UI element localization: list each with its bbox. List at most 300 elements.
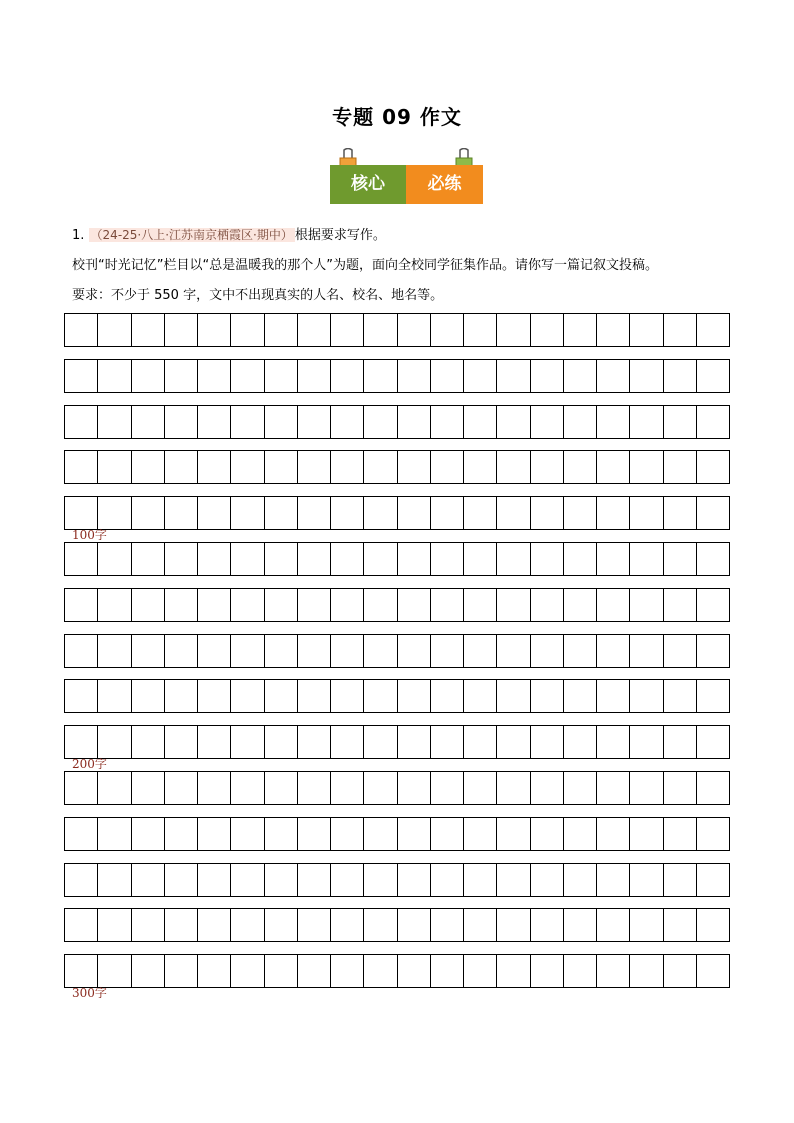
grid-cell[interactable] (697, 955, 729, 987)
grid-cell[interactable] (231, 497, 264, 529)
grid-cell[interactable] (331, 772, 364, 804)
grid-cell[interactable] (198, 818, 231, 850)
grid-cell[interactable] (664, 360, 697, 392)
grid-cell[interactable] (298, 451, 331, 483)
grid-cell[interactable] (364, 909, 397, 941)
grid-cell[interactable] (165, 726, 198, 758)
grid-cell[interactable] (331, 680, 364, 712)
grid-cell[interactable] (98, 497, 131, 529)
grid-cell[interactable] (630, 818, 663, 850)
grid-cell[interactable] (497, 909, 530, 941)
grid-cell[interactable] (664, 864, 697, 896)
grid-cell[interactable] (364, 726, 397, 758)
grid-cell[interactable] (597, 589, 630, 621)
grid-cell[interactable] (298, 818, 331, 850)
grid-cell[interactable] (531, 451, 564, 483)
grid-cell[interactable] (564, 314, 597, 346)
grid-cell[interactable] (597, 406, 630, 438)
grid-cell[interactable] (165, 635, 198, 667)
grid-cell[interactable] (664, 635, 697, 667)
grid-cell[interactable] (630, 314, 663, 346)
grid-cell[interactable] (431, 314, 464, 346)
grid-cell[interactable] (132, 818, 165, 850)
grid-cell[interactable] (331, 406, 364, 438)
grid-cell[interactable] (98, 864, 131, 896)
grid-cell[interactable] (531, 497, 564, 529)
grid-cell[interactable] (231, 726, 264, 758)
grid-cell[interactable] (364, 451, 397, 483)
grid-cell[interactable] (198, 543, 231, 575)
grid-cell[interactable] (464, 635, 497, 667)
grid-cell[interactable] (132, 406, 165, 438)
grid-cell[interactable] (431, 543, 464, 575)
grid-cell[interactable] (98, 955, 131, 987)
grid-cell[interactable] (331, 726, 364, 758)
grid-cell[interactable] (65, 864, 98, 896)
grid-cell[interactable] (398, 909, 431, 941)
grid-cell[interactable] (331, 909, 364, 941)
grid-cell[interactable] (697, 909, 729, 941)
grid-cell[interactable] (198, 909, 231, 941)
grid-cell[interactable] (630, 909, 663, 941)
grid-cell[interactable] (664, 406, 697, 438)
grid-cell[interactable] (364, 680, 397, 712)
grid-cell[interactable] (431, 818, 464, 850)
grid-cell[interactable] (531, 818, 564, 850)
grid-cell[interactable] (298, 635, 331, 667)
grid-cell[interactable] (98, 635, 131, 667)
grid-cell[interactable] (132, 772, 165, 804)
grid-cell[interactable] (231, 955, 264, 987)
grid-cell[interactable] (664, 497, 697, 529)
grid-cell[interactable] (464, 589, 497, 621)
grid-cell[interactable] (331, 864, 364, 896)
grid-cell[interactable] (132, 909, 165, 941)
grid-cell[interactable] (431, 772, 464, 804)
grid-cell[interactable] (364, 818, 397, 850)
grid-cell[interactable] (664, 543, 697, 575)
grid-cell[interactable] (231, 543, 264, 575)
grid-cell[interactable] (364, 314, 397, 346)
grid-cell[interactable] (630, 726, 663, 758)
grid-cell[interactable] (531, 909, 564, 941)
grid-cell[interactable] (497, 543, 530, 575)
grid-cell[interactable] (331, 818, 364, 850)
grid-cell[interactable] (531, 955, 564, 987)
grid-cell[interactable] (564, 818, 597, 850)
grid-cell[interactable] (464, 955, 497, 987)
grid-cell[interactable] (331, 314, 364, 346)
grid-cell[interactable] (331, 497, 364, 529)
grid-cell[interactable] (664, 589, 697, 621)
grid-cell[interactable] (531, 680, 564, 712)
grid-cell[interactable] (98, 451, 131, 483)
grid-cell[interactable] (165, 589, 198, 621)
grid-cell[interactable] (198, 406, 231, 438)
grid-cell[interactable] (65, 818, 98, 850)
grid-cell[interactable] (497, 314, 530, 346)
grid-cell[interactable] (398, 635, 431, 667)
grid-cell[interactable] (298, 864, 331, 896)
grid-cell[interactable] (265, 818, 298, 850)
grid-cell[interactable] (265, 543, 298, 575)
grid-cell[interactable] (464, 497, 497, 529)
grid-cell[interactable] (331, 543, 364, 575)
grid-cell[interactable] (231, 589, 264, 621)
grid-cell[interactable] (198, 314, 231, 346)
grid-cell[interactable] (98, 543, 131, 575)
grid-cell[interactable] (630, 955, 663, 987)
grid-cell[interactable] (497, 635, 530, 667)
grid-cell[interactable] (431, 497, 464, 529)
grid-cell[interactable] (265, 909, 298, 941)
grid-cell[interactable] (198, 864, 231, 896)
grid-cell[interactable] (597, 909, 630, 941)
grid-cell[interactable] (98, 726, 131, 758)
grid-cell[interactable] (98, 680, 131, 712)
grid-cell[interactable] (231, 451, 264, 483)
grid-cell[interactable] (597, 314, 630, 346)
grid-cell[interactable] (564, 955, 597, 987)
grid-cell[interactable] (531, 772, 564, 804)
grid-cell[interactable] (531, 406, 564, 438)
grid-cell[interactable] (564, 360, 597, 392)
grid-cell[interactable] (531, 360, 564, 392)
grid-cell[interactable] (198, 726, 231, 758)
grid-cell[interactable] (697, 543, 729, 575)
grid-cell[interactable] (630, 635, 663, 667)
grid-cell[interactable] (564, 680, 597, 712)
grid-cell[interactable] (697, 314, 729, 346)
grid-cell[interactable] (464, 543, 497, 575)
grid-cell[interactable] (497, 406, 530, 438)
grid-cell[interactable] (398, 314, 431, 346)
grid-cell[interactable] (265, 314, 298, 346)
grid-cell[interactable] (597, 818, 630, 850)
grid-cell[interactable] (464, 909, 497, 941)
grid-cell[interactable] (265, 680, 298, 712)
grid-cell[interactable] (98, 589, 131, 621)
grid-cell[interactable] (630, 451, 663, 483)
grid-cell[interactable] (132, 314, 165, 346)
grid-cell[interactable] (298, 680, 331, 712)
grid-cell[interactable] (65, 589, 98, 621)
grid-cell[interactable] (398, 451, 431, 483)
grid-cell[interactable] (231, 772, 264, 804)
grid-cell[interactable] (664, 451, 697, 483)
grid-cell[interactable] (398, 864, 431, 896)
grid-cell[interactable] (664, 314, 697, 346)
grid-cell[interactable] (431, 864, 464, 896)
grid-cell[interactable] (531, 864, 564, 896)
grid-cell[interactable] (564, 635, 597, 667)
grid-cell[interactable] (564, 909, 597, 941)
grid-cell[interactable] (697, 772, 729, 804)
grid-cell[interactable] (298, 314, 331, 346)
grid-cell[interactable] (265, 589, 298, 621)
grid-cell[interactable] (697, 635, 729, 667)
grid-cell[interactable] (265, 726, 298, 758)
grid-cell[interactable] (398, 726, 431, 758)
grid-cell[interactable] (398, 680, 431, 712)
grid-cell[interactable] (398, 543, 431, 575)
grid-cell[interactable] (265, 497, 298, 529)
grid-cell[interactable] (597, 955, 630, 987)
grid-cell[interactable] (398, 818, 431, 850)
grid-cell[interactable] (431, 360, 464, 392)
grid-cell[interactable] (265, 955, 298, 987)
grid-cell[interactable] (364, 360, 397, 392)
grid-cell[interactable] (231, 635, 264, 667)
grid-cell[interactable] (564, 772, 597, 804)
grid-cell[interactable] (132, 589, 165, 621)
grid-cell[interactable] (165, 680, 198, 712)
grid-cell[interactable] (65, 314, 98, 346)
grid-cell[interactable] (298, 955, 331, 987)
grid-cell[interactable] (597, 772, 630, 804)
grid-cell[interactable] (564, 864, 597, 896)
grid-cell[interactable] (298, 360, 331, 392)
grid-cell[interactable] (98, 406, 131, 438)
grid-cell[interactable] (98, 360, 131, 392)
grid-cell[interactable] (65, 955, 98, 987)
grid-cell[interactable] (298, 497, 331, 529)
grid-cell[interactable] (132, 726, 165, 758)
grid-cell[interactable] (398, 497, 431, 529)
grid-cell[interactable] (65, 909, 98, 941)
grid-cell[interactable] (431, 680, 464, 712)
grid-cell[interactable] (98, 909, 131, 941)
grid-cell[interactable] (198, 360, 231, 392)
grid-cell[interactable] (497, 360, 530, 392)
grid-cell[interactable] (697, 680, 729, 712)
grid-cell[interactable] (664, 726, 697, 758)
grid-cell[interactable] (697, 589, 729, 621)
grid-cell[interactable] (265, 864, 298, 896)
grid-cell[interactable] (298, 543, 331, 575)
grid-cell[interactable] (531, 314, 564, 346)
grid-cell[interactable] (65, 680, 98, 712)
grid-cell[interactable] (198, 497, 231, 529)
grid-cell[interactable] (398, 406, 431, 438)
grid-cell[interactable] (331, 360, 364, 392)
grid-cell[interactable] (497, 955, 530, 987)
grid-cell[interactable] (165, 497, 198, 529)
grid-cell[interactable] (198, 680, 231, 712)
grid-cell[interactable] (98, 314, 131, 346)
grid-cell[interactable] (431, 955, 464, 987)
grid-cell[interactable] (431, 726, 464, 758)
grid-cell[interactable] (464, 864, 497, 896)
grid-cell[interactable] (265, 406, 298, 438)
grid-cell[interactable] (697, 818, 729, 850)
grid-cell[interactable] (231, 360, 264, 392)
grid-cell[interactable] (431, 406, 464, 438)
grid-cell[interactable] (65, 543, 98, 575)
grid-cell[interactable] (65, 406, 98, 438)
grid-cell[interactable] (198, 589, 231, 621)
grid-cell[interactable] (464, 818, 497, 850)
grid-cell[interactable] (165, 864, 198, 896)
grid-cell[interactable] (464, 680, 497, 712)
grid-cell[interactable] (165, 909, 198, 941)
grid-cell[interactable] (132, 360, 165, 392)
grid-cell[interactable] (497, 451, 530, 483)
grid-cell[interactable] (98, 818, 131, 850)
grid-cell[interactable] (132, 955, 165, 987)
grid-cell[interactable] (364, 864, 397, 896)
grid-cell[interactable] (364, 589, 397, 621)
grid-cell[interactable] (331, 589, 364, 621)
grid-cell[interactable] (697, 726, 729, 758)
grid-cell[interactable] (132, 635, 165, 667)
grid-cell[interactable] (630, 543, 663, 575)
grid-cell[interactable] (265, 451, 298, 483)
grid-cell[interactable] (497, 726, 530, 758)
grid-cell[interactable] (132, 497, 165, 529)
grid-cell[interactable] (564, 726, 597, 758)
grid-cell[interactable] (697, 497, 729, 529)
grid-cell[interactable] (198, 451, 231, 483)
grid-cell[interactable] (65, 497, 98, 529)
grid-cell[interactable] (564, 543, 597, 575)
grid-cell[interactable] (431, 451, 464, 483)
grid-cell[interactable] (165, 451, 198, 483)
grid-cell[interactable] (364, 543, 397, 575)
grid-cell[interactable] (231, 680, 264, 712)
grid-cell[interactable] (198, 635, 231, 667)
grid-cell[interactable] (664, 909, 697, 941)
grid-cell[interactable] (464, 772, 497, 804)
grid-cell[interactable] (664, 955, 697, 987)
grid-cell[interactable] (398, 772, 431, 804)
grid-cell[interactable] (165, 406, 198, 438)
grid-cell[interactable] (65, 726, 98, 758)
grid-cell[interactable] (398, 955, 431, 987)
grid-cell[interactable] (364, 955, 397, 987)
grid-cell[interactable] (298, 909, 331, 941)
grid-cell[interactable] (531, 543, 564, 575)
grid-cell[interactable] (398, 589, 431, 621)
grid-cell[interactable] (597, 635, 630, 667)
grid-cell[interactable] (165, 314, 198, 346)
grid-cell[interactable] (464, 451, 497, 483)
grid-cell[interactable] (630, 497, 663, 529)
grid-cell[interactable] (630, 589, 663, 621)
grid-cell[interactable] (198, 955, 231, 987)
grid-cell[interactable] (165, 772, 198, 804)
grid-cell[interactable] (531, 726, 564, 758)
grid-cell[interactable] (132, 543, 165, 575)
grid-cell[interactable] (331, 451, 364, 483)
grid-cell[interactable] (165, 360, 198, 392)
grid-cell[interactable] (198, 772, 231, 804)
grid-cell[interactable] (132, 864, 165, 896)
grid-cell[interactable] (497, 497, 530, 529)
grid-cell[interactable] (364, 772, 397, 804)
grid-cell[interactable] (697, 406, 729, 438)
grid-cell[interactable] (298, 589, 331, 621)
grid-cell[interactable] (65, 772, 98, 804)
grid-cell[interactable] (231, 818, 264, 850)
grid-cell[interactable] (697, 864, 729, 896)
grid-cell[interactable] (497, 818, 530, 850)
grid-cell[interactable] (497, 589, 530, 621)
grid-cell[interactable] (630, 406, 663, 438)
grid-cell[interactable] (265, 635, 298, 667)
grid-cell[interactable] (531, 635, 564, 667)
grid-cell[interactable] (431, 909, 464, 941)
grid-cell[interactable] (132, 680, 165, 712)
grid-cell[interactable] (65, 635, 98, 667)
grid-cell[interactable] (231, 314, 264, 346)
grid-cell[interactable] (331, 635, 364, 667)
grid-cell[interactable] (597, 497, 630, 529)
grid-cell[interactable] (464, 314, 497, 346)
grid-cell[interactable] (464, 406, 497, 438)
grid-cell[interactable] (364, 406, 397, 438)
grid-cell[interactable] (597, 864, 630, 896)
grid-cell[interactable] (298, 772, 331, 804)
grid-cell[interactable] (564, 497, 597, 529)
grid-cell[interactable] (65, 360, 98, 392)
grid-cell[interactable] (664, 680, 697, 712)
grid-cell[interactable] (497, 680, 530, 712)
grid-cell[interactable] (431, 589, 464, 621)
grid-cell[interactable] (65, 451, 98, 483)
grid-cell[interactable] (165, 818, 198, 850)
grid-cell[interactable] (697, 451, 729, 483)
grid-cell[interactable] (132, 451, 165, 483)
grid-cell[interactable] (231, 406, 264, 438)
grid-cell[interactable] (298, 726, 331, 758)
grid-cell[interactable] (497, 772, 530, 804)
grid-cell[interactable] (497, 864, 530, 896)
grid-cell[interactable] (165, 955, 198, 987)
grid-cell[interactable] (231, 864, 264, 896)
grid-cell[interactable] (630, 864, 663, 896)
grid-cell[interactable] (331, 955, 364, 987)
grid-cell[interactable] (231, 909, 264, 941)
grid-cell[interactable] (564, 589, 597, 621)
grid-cell[interactable] (98, 772, 131, 804)
grid-cell[interactable] (597, 680, 630, 712)
grid-cell[interactable] (597, 543, 630, 575)
grid-cell[interactable] (630, 772, 663, 804)
grid-cell[interactable] (597, 360, 630, 392)
grid-cell[interactable] (697, 360, 729, 392)
grid-cell[interactable] (165, 543, 198, 575)
grid-cell[interactable] (464, 726, 497, 758)
grid-cell[interactable] (531, 589, 564, 621)
grid-cell[interactable] (597, 451, 630, 483)
grid-cell[interactable] (664, 818, 697, 850)
grid-cell[interactable] (431, 635, 464, 667)
grid-cell[interactable] (597, 726, 630, 758)
grid-cell[interactable] (630, 680, 663, 712)
grid-cell[interactable] (564, 406, 597, 438)
grid-cell[interactable] (364, 497, 397, 529)
grid-cell[interactable] (464, 360, 497, 392)
grid-cell[interactable] (265, 360, 298, 392)
grid-cell[interactable] (265, 772, 298, 804)
grid-cell[interactable] (564, 451, 597, 483)
grid-cell[interactable] (664, 772, 697, 804)
grid-cell[interactable] (630, 360, 663, 392)
grid-cell[interactable] (364, 635, 397, 667)
grid-cell[interactable] (298, 406, 331, 438)
grid-cell[interactable] (398, 360, 431, 392)
